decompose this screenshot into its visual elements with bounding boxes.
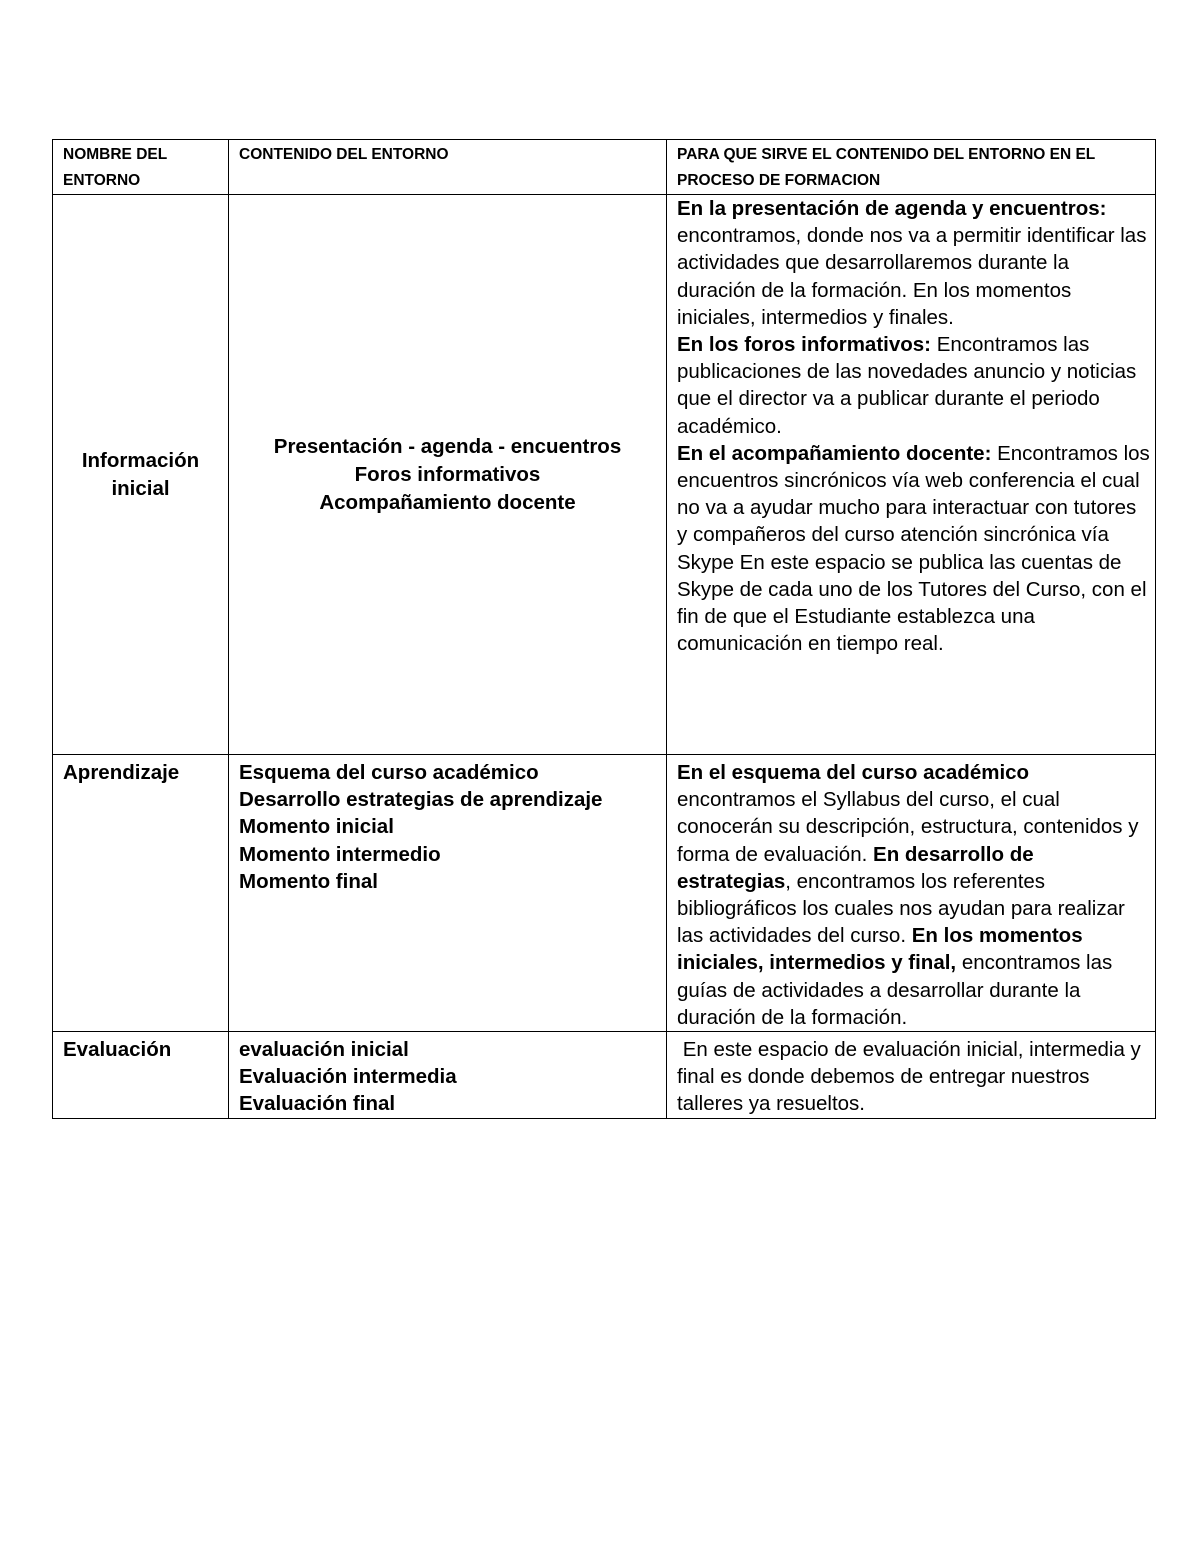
purpose-bold: En el acompañamiento docente:	[677, 441, 992, 465]
row-content-cell	[229, 195, 667, 755]
purpose-bold: En los foros informativos:	[677, 333, 931, 357]
row-name-cell	[53, 195, 229, 755]
purpose-bold: En la presentación de agenda y encuentros:	[677, 197, 1107, 220]
content-item: Momento inicial	[239, 815, 394, 839]
content-item: Evaluación intermedia	[239, 1065, 457, 1089]
header-row	[53, 140, 1156, 195]
content-item: Desarrollo estrategias de aprendizaje	[239, 788, 603, 812]
purpose-text: encontramos, donde nos va a permitir identificar las actividades que desarrollaremos durante la duración de la formación. En los momentos iniciales, intermedios y finales.	[677, 224, 1147, 329]
content-item: Evaluación final	[239, 1092, 396, 1116]
purpose-text: Encontramos los encuentros sincrónicos vía web conferencia el cual no va a ayudar mucho para interactuar con tutores y compañeros del curso atención sincrónica vía Skype En este espacio se publica las cuentas de Skype de cada uno de los Tutores del Curso, con el fin de que el Estudiante establezca una comunicación en tiempo real.	[677, 441, 1150, 656]
content-item: Esquema del curso académico	[239, 761, 539, 784]
purpose-bold: En desarrollo de estrategias	[677, 842, 1034, 893]
row-purpose-cell	[667, 755, 1156, 1032]
environment-table	[52, 139, 1156, 1119]
purpose-bold: En los momentos iniciales, intermedios y final,	[677, 924, 1083, 975]
purpose-paragraph	[677, 195, 1151, 331]
purpose-text: encontramos el Syllabus del curso, el cual conocerán su descripción, estructura, contenidos y forma de evaluación.	[677, 788, 1139, 866]
table-row	[53, 1032, 1156, 1119]
purpose-paragraph	[677, 331, 1151, 440]
purpose-paragraph	[677, 440, 1151, 658]
row-name-cell	[53, 1032, 229, 1119]
row-name-cell	[53, 755, 229, 1032]
row-name: Evaluación	[63, 1038, 172, 1062]
header-purpose: PARA QUE SIRVE EL CONTENIDO DEL ENTORNO EN EL PROCESO DE FORMACION	[667, 140, 1156, 195]
purpose-text: En este espacio de evaluación inicial, intermedia y final es donde debemos de entregar nuestros talleres ya resueltos.	[677, 1038, 1147, 1116]
purpose-text: encontramos las guías de actividades a desarrollar durante la duración de la formación.	[677, 951, 1113, 1029]
row-content-cell	[229, 1032, 667, 1119]
table-row	[53, 755, 1156, 1032]
content-item: Acompañamiento docente	[319, 490, 576, 514]
content-item: Foros informativos	[354, 462, 541, 486]
content-item: Momento final	[239, 869, 378, 893]
header-content: CONTENIDO DEL ENTORNO	[229, 140, 667, 195]
content-item: Momento intermedio	[239, 842, 441, 866]
row-name: Información inicial	[81, 448, 200, 500]
header-name: NOMBRE DEL ENTORNO	[53, 140, 229, 195]
purpose-bold: En el esquema del curso académico	[677, 761, 1030, 784]
purpose-text: Encontramos las publicaciones de las novedades anuncio y noticias que el director va a publicar durante el periodo académico.	[677, 333, 1137, 438]
table-row	[53, 195, 1156, 755]
row-content-cell	[229, 755, 667, 1032]
row-name: Aprendizaje	[63, 761, 180, 784]
content-item: Presentación - agenda - encuentros	[273, 434, 622, 458]
purpose-text: , encontramos los referentes bibliográficos los cuales nos ayudan para realizar las actividades del curso.	[677, 869, 1125, 948]
row-purpose-cell	[667, 195, 1156, 755]
row-purpose-cell	[667, 1032, 1156, 1119]
content-item: evaluación inicial	[239, 1038, 409, 1062]
